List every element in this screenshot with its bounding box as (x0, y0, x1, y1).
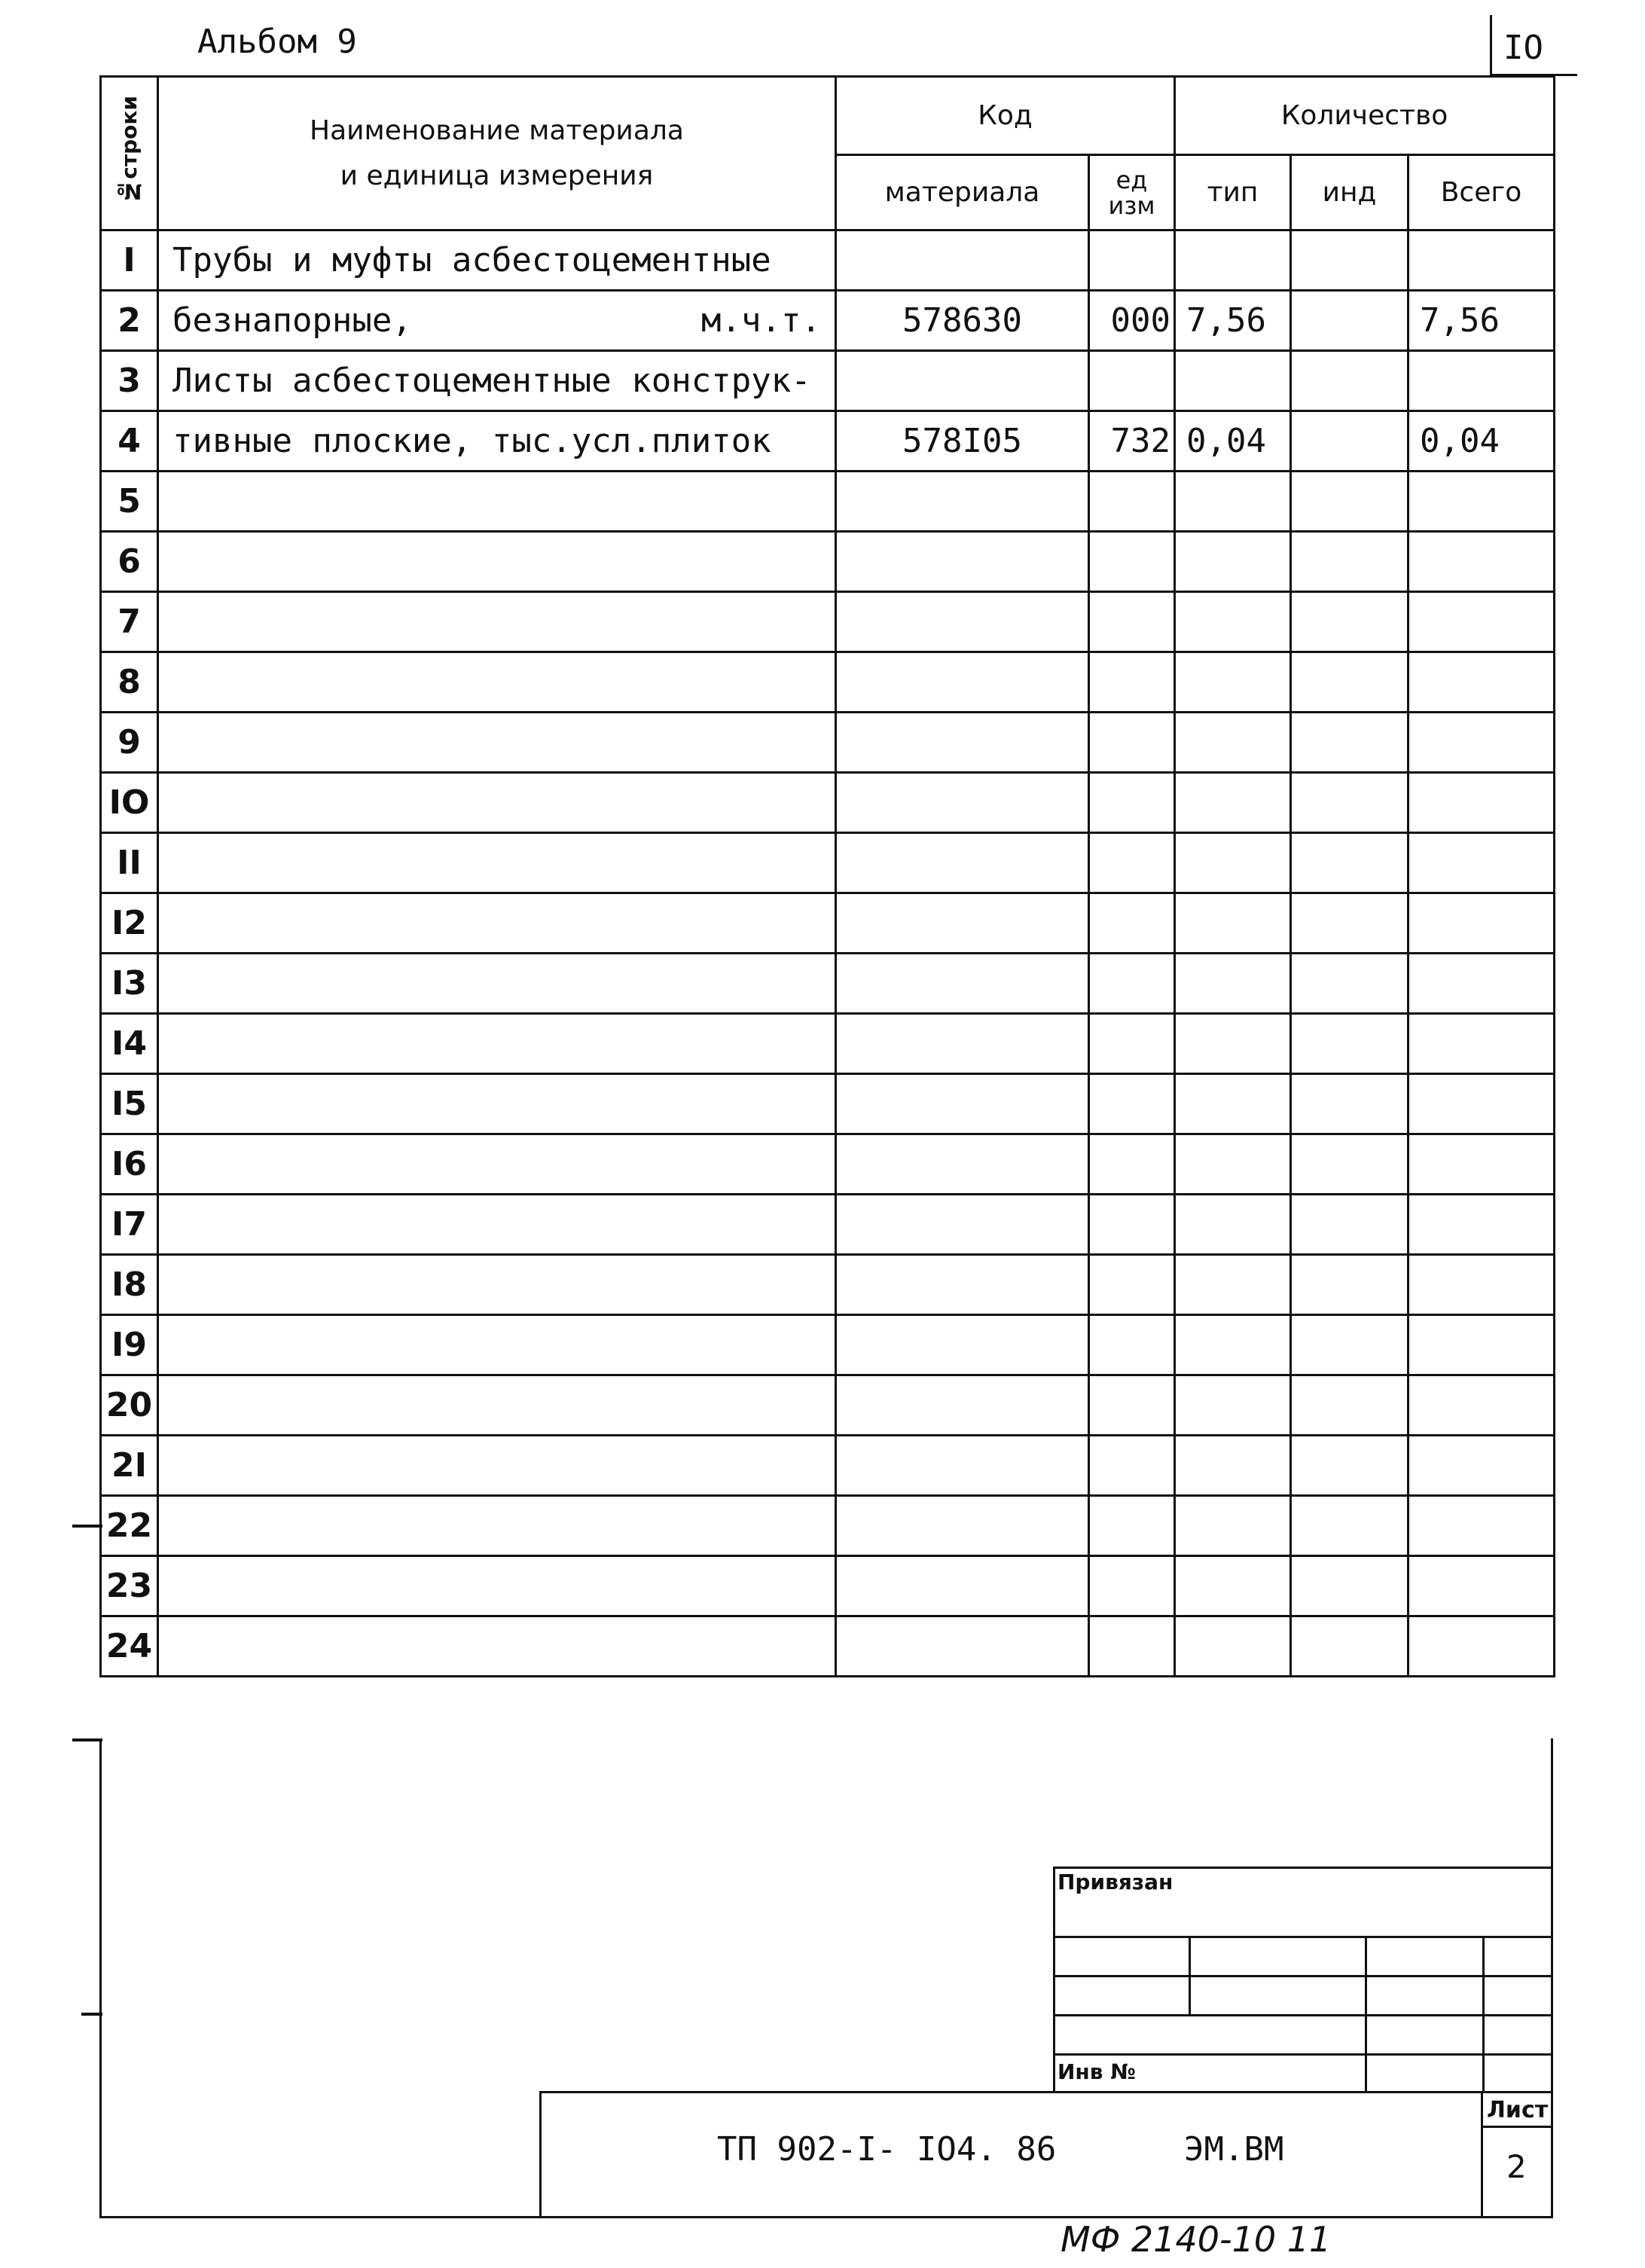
qty-type-cell (1175, 472, 1291, 532)
unit-code-cell (1089, 1616, 1175, 1677)
material-unit-text: м.ч.т. (701, 301, 821, 340)
material-name-cell (158, 291, 836, 351)
qty-type-cell (1175, 652, 1291, 713)
qty-ind-cell (1291, 1134, 1408, 1195)
material-name-text: Листы асбестоцементные конструк- (172, 362, 811, 400)
material-code-cell (836, 1496, 1089, 1556)
table-row (101, 1074, 1555, 1134)
unit-code-cell (1089, 1074, 1175, 1134)
material-name-cell (158, 1556, 836, 1616)
material-code-cell: 578I05 (836, 411, 1089, 472)
bound-col-line-1 (1189, 1936, 1191, 2016)
qty-ind-cell (1291, 833, 1408, 893)
material-code-cell (836, 1134, 1089, 1195)
document-code: ТП 902-I- IO4. 86 (717, 2130, 1057, 2169)
frame-left (99, 1738, 102, 2218)
row-number-cell: 23 (101, 1556, 158, 1616)
qty-total-cell (1408, 893, 1555, 954)
bound-label: Привязан (1058, 1870, 1173, 1894)
unit-code-cell (1089, 833, 1175, 893)
row-number-cell: I4 (101, 1014, 158, 1074)
qty-type-cell (1175, 1375, 1291, 1436)
row-number-cell: IO (101, 773, 158, 833)
material-name-header-line1: Наименование материала (310, 114, 684, 146)
unit-code-cell: 000 (1089, 291, 1175, 351)
qty-total-cell (1408, 1074, 1555, 1134)
material-code-cell (836, 1556, 1089, 1616)
qty-total-cell (1408, 230, 1555, 291)
row-number-header (101, 77, 158, 230)
qty-total-cell (1408, 351, 1555, 411)
qty-ind-cell (1291, 713, 1408, 773)
unit-code-cell (1089, 893, 1175, 954)
row-number-cell: 2 (101, 291, 158, 351)
album-label: Альбом 9 (197, 23, 357, 61)
code-unit-header-line2: изм (1108, 191, 1155, 220)
material-name-cell (158, 1014, 836, 1074)
qty-ind-cell (1291, 1436, 1408, 1496)
row-number-cell: II (101, 833, 158, 893)
bound-row-line-4 (1053, 2053, 1553, 2056)
title-block-top (539, 2091, 1553, 2093)
qty-type-cell (1175, 1074, 1291, 1134)
material-code-cell (836, 1315, 1089, 1375)
material-name-cell (158, 472, 836, 532)
material-code-cell (836, 1195, 1089, 1255)
qty-type-cell (1175, 1556, 1291, 1616)
row-number-cell: 6 (101, 532, 158, 592)
page-number-divider (1490, 15, 1492, 77)
qty-type-cell: 7,56 (1175, 291, 1291, 351)
material-name-cell (158, 1616, 836, 1677)
code-header: Код (836, 77, 1175, 155)
row-number-cell: 5 (101, 472, 158, 532)
material-name-cell (158, 1436, 836, 1496)
margin-tick-2 (72, 1738, 102, 1741)
row-number-cell: I6 (101, 1134, 158, 1195)
row-number-cell: 20 (101, 1375, 158, 1436)
material-code-cell (836, 713, 1089, 773)
table-row (101, 411, 1555, 472)
table-row (101, 1496, 1555, 1556)
material-name-cell (158, 230, 836, 291)
bound-col-line-2 (1365, 1936, 1367, 2092)
bound-col-line-3 (1482, 1936, 1485, 2092)
material-code-cell (836, 592, 1089, 652)
qty-type-cell (1175, 773, 1291, 833)
table-row (101, 954, 1555, 1014)
table-row (101, 230, 1555, 291)
qty-ind-cell (1291, 954, 1408, 1014)
material-name-cell (158, 773, 836, 833)
unit-code-cell (1089, 1255, 1175, 1315)
sheet-label: Лист (1487, 2097, 1549, 2123)
material-name-cell (158, 833, 836, 893)
qty-total-cell (1408, 1616, 1555, 1677)
qty-ind-cell (1291, 230, 1408, 291)
material-code-cell (836, 351, 1089, 411)
row-number-cell: I5 (101, 1074, 158, 1134)
unit-code-cell (1089, 532, 1175, 592)
material-code-cell (836, 954, 1089, 1014)
row-number-cell: 4 (101, 411, 158, 472)
unit-code-cell: 732 (1089, 411, 1175, 472)
qty-total-cell (1408, 833, 1555, 893)
qty-total-cell (1408, 1375, 1555, 1436)
row-number-cell: 8 (101, 652, 158, 713)
table-row (101, 1375, 1555, 1436)
code-unit-header (1089, 155, 1175, 230)
section-code: ЭМ.ВМ (1184, 2130, 1284, 2169)
qty-total-cell (1408, 954, 1555, 1014)
row-number-cell: 24 (101, 1616, 158, 1677)
qty-ind-cell (1291, 472, 1408, 532)
qty-ind-cell (1291, 351, 1408, 411)
qty-ind-cell (1291, 773, 1408, 833)
title-block-left (539, 2091, 542, 2218)
table-row (101, 472, 1555, 532)
qty-ind-cell (1291, 291, 1408, 351)
qty-type-cell (1175, 351, 1291, 411)
qty-ind-cell (1291, 1195, 1408, 1255)
material-code-cell (836, 1255, 1089, 1315)
material-code-cell (836, 1014, 1089, 1074)
page-number: IO (1503, 29, 1543, 67)
material-code-cell (836, 893, 1089, 954)
qty-total-cell (1408, 1496, 1555, 1556)
material-name-cell (158, 411, 836, 472)
material-name-cell (158, 1195, 836, 1255)
material-name-cell (158, 351, 836, 411)
bound-block-top (1053, 1867, 1553, 1869)
qty-ind-cell (1291, 411, 1408, 472)
qty-type-cell (1175, 713, 1291, 773)
material-name-cell (158, 652, 836, 713)
material-name-text: Трубы и муфты асбестоцементные (172, 241, 771, 279)
sheet-box-divider (1481, 2126, 1553, 2128)
row-number-cell: I2 (101, 893, 158, 954)
material-code-cell (836, 652, 1089, 713)
qty-type-cell (1175, 230, 1291, 291)
material-name-header-line2: и единица измерения (340, 160, 654, 191)
qty-type-cell (1175, 1255, 1291, 1315)
quantity-header: Количество (1175, 77, 1555, 155)
sheet-number: 2 (1506, 2148, 1527, 2185)
material-code-cell (836, 1616, 1089, 1677)
qty-ind-cell (1291, 1556, 1408, 1616)
material-code-cell (836, 773, 1089, 833)
material-name-cell (158, 532, 836, 592)
qty-total-cell: 7,56 (1408, 291, 1555, 351)
unit-code-cell (1089, 773, 1175, 833)
table-row (101, 1315, 1555, 1375)
frame-bottom (99, 2216, 1553, 2218)
unit-code-cell (1089, 1014, 1175, 1074)
unit-code-cell (1089, 1556, 1175, 1616)
table-row (101, 592, 1555, 652)
qty-type-cell (1175, 1134, 1291, 1195)
handwritten-note: МФ 2140-10 11 (1061, 2219, 1332, 2260)
material-code-cell (836, 1375, 1089, 1436)
material-code-cell (836, 1436, 1089, 1496)
code-material-header: материала (836, 155, 1089, 230)
row-number-cell: 3 (101, 351, 158, 411)
material-code-cell (836, 230, 1089, 291)
qty-total-cell (1408, 532, 1555, 592)
table-row (101, 291, 1555, 351)
qty-type-cell (1175, 592, 1291, 652)
row-number-cell: I8 (101, 1255, 158, 1315)
qty-type-header: тип (1175, 155, 1291, 230)
material-code-cell: 578630 (836, 291, 1089, 351)
table-row (101, 1014, 1555, 1074)
bound-block-left (1053, 1867, 1055, 2092)
material-name-cell (158, 713, 836, 773)
material-code-cell (836, 833, 1089, 893)
qty-type-cell (1175, 1315, 1291, 1375)
row-number-header-label: №строки (117, 96, 142, 204)
material-name-cell (158, 1074, 836, 1134)
table-row (101, 1255, 1555, 1315)
qty-total-cell (1408, 1195, 1555, 1255)
table-row (101, 652, 1555, 713)
qty-type-cell: 0,04 (1175, 411, 1291, 472)
material-name-cell (158, 1255, 836, 1315)
table-row (101, 773, 1555, 833)
frame-right (1551, 1738, 1553, 2218)
row-number-cell: 22 (101, 1496, 158, 1556)
material-code-cell (836, 472, 1089, 532)
unit-code-cell (1089, 1315, 1175, 1375)
qty-total-cell (1408, 1255, 1555, 1315)
material-name-text: безнапорные, (172, 301, 412, 340)
row-number-cell: I (101, 230, 158, 291)
sheet-box-left (1481, 2091, 1483, 2218)
qty-total-cell (1408, 773, 1555, 833)
inv-number-label: Инв № (1058, 2059, 1136, 2084)
qty-type-cell (1175, 1436, 1291, 1496)
unit-code-cell (1089, 1195, 1175, 1255)
table-row (101, 893, 1555, 954)
qty-ind-cell (1291, 1014, 1408, 1074)
unit-code-cell (1089, 713, 1175, 773)
qty-ind-cell (1291, 1074, 1408, 1134)
bound-row-line-2 (1053, 1975, 1553, 1977)
qty-ind-cell (1291, 1375, 1408, 1436)
qty-total-cell (1408, 1315, 1555, 1375)
qty-total-cell (1408, 1014, 1555, 1074)
unit-code-cell (1089, 351, 1175, 411)
qty-total-cell (1408, 1134, 1555, 1195)
unit-code-cell (1089, 472, 1175, 532)
row-number-cell: I7 (101, 1195, 158, 1255)
qty-total-cell (1408, 592, 1555, 652)
table-row (101, 1556, 1555, 1616)
material-name-cell (158, 1134, 836, 1195)
row-number-cell: I3 (101, 954, 158, 1014)
material-name-text: тивные плоские, тыс.усл.плиток (172, 422, 771, 460)
bound-row-line-1 (1053, 1936, 1553, 1938)
qty-ind-cell (1291, 893, 1408, 954)
material-code-cell (836, 532, 1089, 592)
material-name-cell (158, 1496, 836, 1556)
qty-total-cell: 0,04 (1408, 411, 1555, 472)
material-name-cell (158, 592, 836, 652)
qty-total-cell (1408, 652, 1555, 713)
qty-type-cell (1175, 833, 1291, 893)
qty-type-cell (1175, 1496, 1291, 1556)
material-name-cell (158, 954, 836, 1014)
table-row (101, 351, 1555, 411)
row-number-cell: 2I (101, 1436, 158, 1496)
row-number-cell: I9 (101, 1315, 158, 1375)
qty-type-cell (1175, 893, 1291, 954)
qty-total-cell (1408, 1556, 1555, 1616)
qty-ind-cell (1291, 1255, 1408, 1315)
qty-ind-header: инд (1291, 155, 1408, 230)
qty-type-cell (1175, 1014, 1291, 1074)
table-row (101, 713, 1555, 773)
qty-total-header: Всего (1408, 155, 1555, 230)
qty-type-cell (1175, 1616, 1291, 1677)
material-name-cell (158, 1315, 836, 1375)
table-row (101, 1195, 1555, 1255)
table-row (101, 532, 1555, 592)
qty-total-cell (1408, 472, 1555, 532)
qty-ind-cell (1291, 592, 1408, 652)
qty-type-cell (1175, 1195, 1291, 1255)
unit-code-cell (1089, 230, 1175, 291)
unit-code-cell (1089, 592, 1175, 652)
qty-ind-cell (1291, 532, 1408, 592)
qty-type-cell (1175, 532, 1291, 592)
material-code-cell (836, 1074, 1089, 1134)
margin-tick-1 (72, 1525, 102, 1528)
material-spec-body (101, 230, 1555, 1677)
material-spec-table (99, 75, 1555, 1677)
table-row (101, 1616, 1555, 1677)
qty-type-cell (1175, 954, 1291, 1014)
row-number-cell: 9 (101, 713, 158, 773)
unit-code-cell (1089, 954, 1175, 1014)
code-unit-header-line1: ед (1115, 165, 1148, 194)
unit-code-cell (1089, 1375, 1175, 1436)
qty-total-cell (1408, 1436, 1555, 1496)
table-row (101, 833, 1555, 893)
unit-code-cell (1089, 1436, 1175, 1496)
unit-code-cell (1089, 1496, 1175, 1556)
material-name-cell (158, 1375, 836, 1436)
bound-row-line-3 (1053, 2014, 1553, 2016)
unit-code-cell (1089, 1134, 1175, 1195)
unit-code-cell (1089, 652, 1175, 713)
qty-total-cell (1408, 713, 1555, 773)
qty-ind-cell (1291, 1616, 1408, 1677)
table-row (101, 1436, 1555, 1496)
qty-ind-cell (1291, 1315, 1408, 1375)
material-name-header (158, 77, 836, 230)
qty-ind-cell (1291, 1496, 1408, 1556)
row-number-cell: 7 (101, 592, 158, 652)
qty-ind-cell (1291, 652, 1408, 713)
material-name-cell (158, 893, 836, 954)
table-row (101, 1134, 1555, 1195)
